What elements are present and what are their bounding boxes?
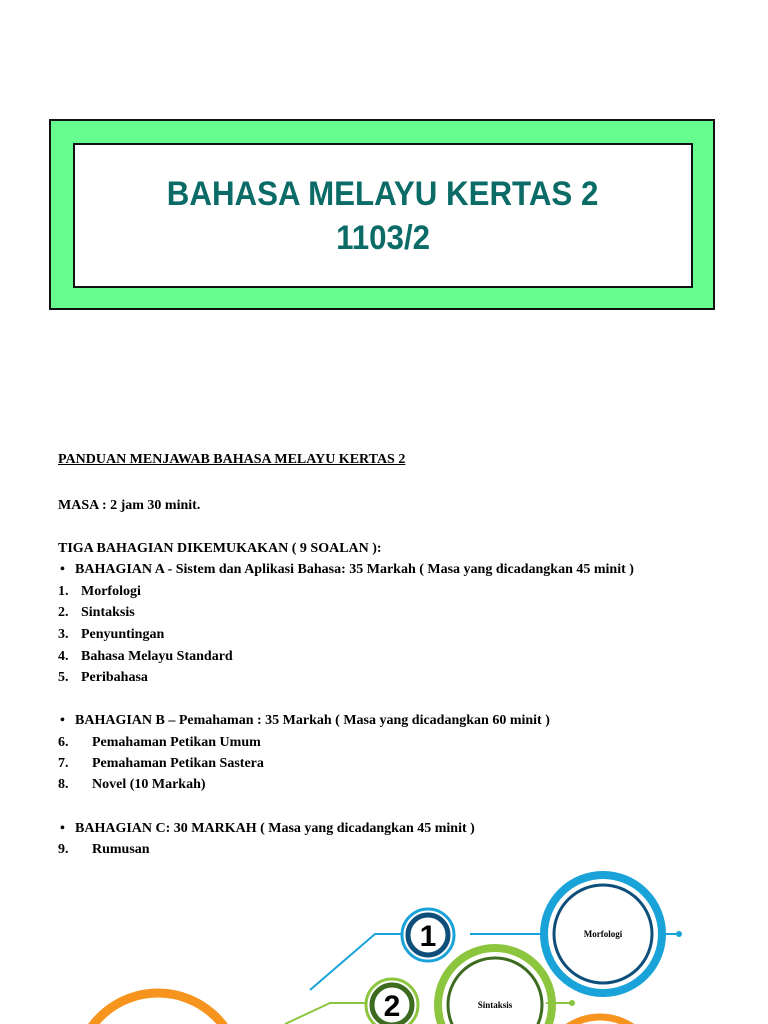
intro-line: TIGA BAHAGIAN DIKEMUKAKAN ( 9 SOALAN ):: [58, 541, 382, 556]
item-text: Rumusan: [92, 842, 150, 857]
list-item: [58, 649, 233, 665]
title-line-2: 1103/2: [336, 218, 430, 257]
list-item: [58, 756, 264, 772]
item-text: Pemahaman Petikan Umum: [92, 735, 261, 750]
connector-line-2: [285, 1003, 366, 1024]
item-number: 8.: [58, 777, 69, 792]
item-number: 7.: [58, 756, 69, 771]
title-box: [73, 143, 693, 288]
masa-line: MASA : 2 jam 30 minit.: [58, 498, 201, 513]
circle-morfologi-label: Morfologi: [583, 929, 623, 939]
badge-2: [366, 979, 418, 1024]
section-a-heading: [58, 562, 634, 578]
item-number: 1.: [58, 584, 69, 599]
circle-sintaksis: [438, 948, 552, 1024]
section-a-label: BAHAGIAN A - Sistem dan Aplikasi Bahasa: 35 Markah ( Masa yang dicadangkan 45 minit ): [75, 562, 634, 577]
bullet-icon: •: [60, 562, 65, 577]
item-number: 5.: [58, 670, 69, 685]
list-item: [58, 842, 150, 858]
badge-1-number: 1: [419, 920, 437, 953]
circle-sintaksis-label: Sintaksis: [477, 1000, 513, 1010]
orange-arc-right: [542, 1017, 658, 1024]
section-b-label: BAHAGIAN B – Pemahaman : 35 Markah ( Masa yang dicadangkan 60 minit ): [75, 713, 550, 728]
item-text: Bahasa Melayu Standard: [81, 649, 233, 664]
infographic-diagram: [0, 860, 768, 1024]
bullet-icon: •: [60, 713, 65, 728]
guide-heading: PANDUAN MENJAWAB BAHASA MELAYU KERTAS 2: [58, 452, 406, 467]
item-number: 2.: [58, 605, 69, 620]
item-number: 6.: [58, 735, 69, 750]
item-number: 4.: [58, 649, 69, 664]
title-frame: [49, 119, 715, 310]
list-item: [58, 735, 261, 751]
connector-dot-1: [676, 931, 682, 937]
connector-dot-2: [569, 1000, 575, 1006]
item-text: Morfologi: [81, 584, 141, 599]
section-b-heading: [58, 713, 550, 729]
circle-morfologi: [544, 875, 662, 993]
list-item: [58, 584, 141, 600]
list-item: [58, 670, 148, 686]
badge-1: [402, 909, 454, 961]
circle-sintaksis-inner: [448, 958, 542, 1024]
list-item: [58, 627, 164, 643]
item-text: Sintaksis: [81, 605, 135, 620]
item-number: 9.: [58, 842, 69, 857]
section-c-label: BAHAGIAN C: 30 MARKAH ( Masa yang dicadangkan 45 minit ): [75, 821, 475, 836]
orange-arc-left: [76, 993, 240, 1024]
title-line-1: BAHASA MELAYU KERTAS 2: [167, 174, 599, 213]
badge-2-number: 2: [383, 990, 401, 1023]
item-text: Novel (10 Markah): [92, 777, 206, 792]
item-number: 3.: [58, 627, 69, 642]
item-text: Peribahasa: [81, 670, 148, 685]
list-item: [58, 777, 206, 793]
item-text: Pemahaman Petikan Sastera: [92, 756, 264, 771]
section-c-heading: [58, 821, 475, 837]
list-item: [58, 605, 135, 621]
bullet-icon: •: [60, 821, 65, 836]
item-text: Penyuntingan: [81, 627, 165, 642]
